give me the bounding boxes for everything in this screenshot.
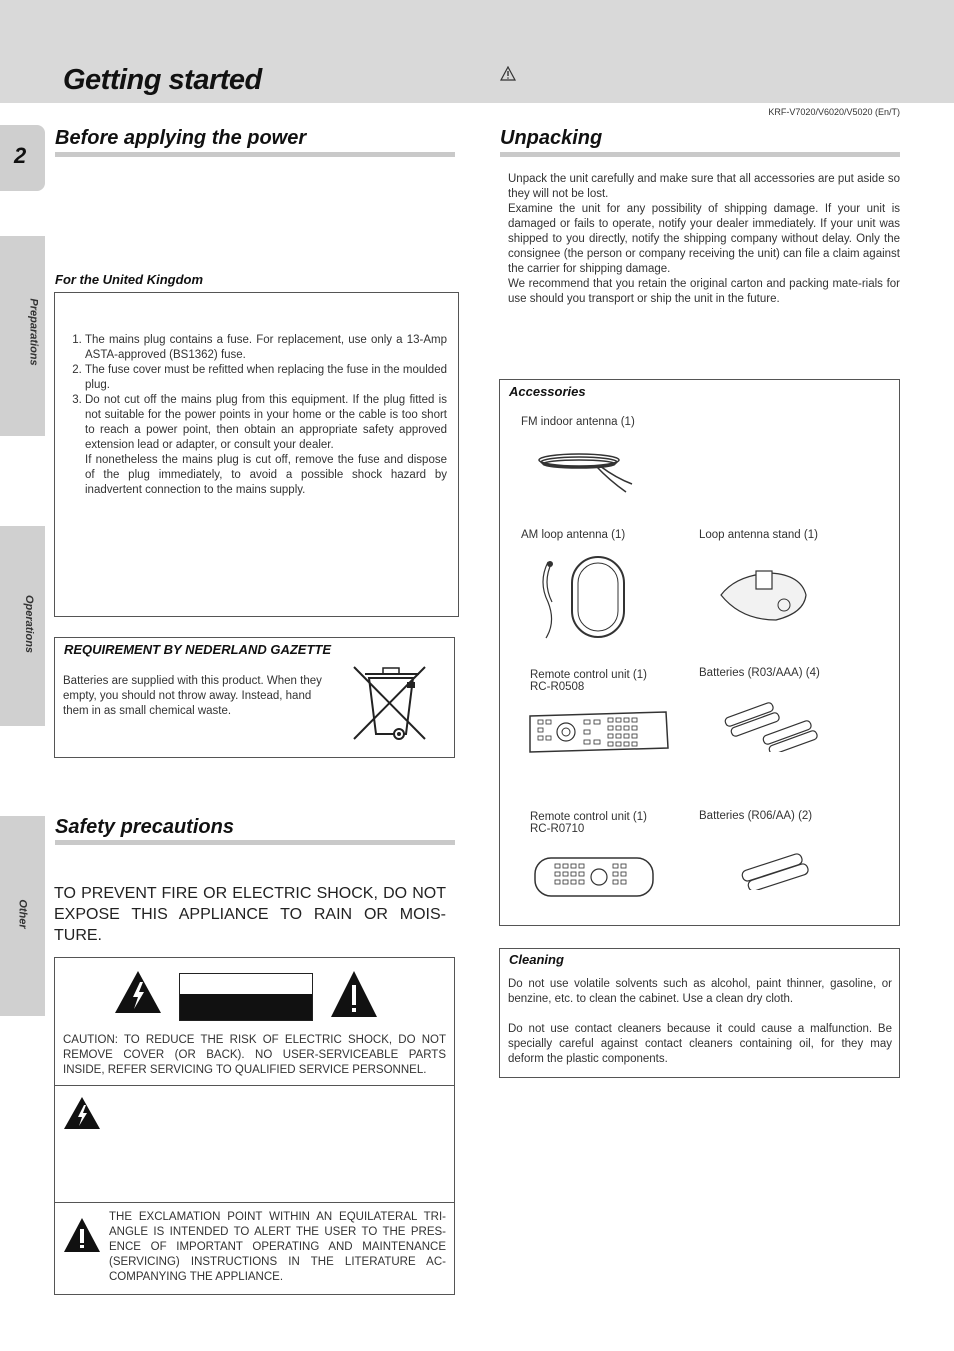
tab-operations[interactable] xyxy=(0,526,45,726)
unpacking-p1: Unpack the unit carefully and make sure that all accessories are put aside so they will not be lost. xyxy=(508,173,900,200)
cleaning-p1: Do not use volatile solvents such as alcohol, paint thinner, gasoline, or benzine, etc. to clean the cabinet. Use a clean dry cloth. xyxy=(508,978,892,1005)
unpacking-p2: Examine the unit for any possibility of shipping damage. If your unit is damaged or fails to operate, notify your dealer immediately. If your unit was shipped to you directly, notify the shipping company without delay. Only the consignee (the person or company receiving the unit) can file a claim against the carrier for shipping damage. xyxy=(508,203,900,275)
unpacking-text xyxy=(508,172,900,307)
accessories-heading: Accessories xyxy=(509,384,586,399)
page-title: Getting started xyxy=(63,64,262,96)
accessories-box xyxy=(499,379,900,926)
tab-preparations[interactable] xyxy=(0,236,45,436)
batt-aaa-label: Batteries (R03/AAA) (4) xyxy=(699,667,820,679)
caution-label-box xyxy=(179,973,313,1021)
fm-antenna-label: FM indoor antenna (1) xyxy=(521,416,635,428)
remote1-label xyxy=(530,669,647,693)
tab-other-label: Other xyxy=(16,899,29,929)
nl-heading: REQUIREMENT BY NEDERLAND GAZETTE xyxy=(64,642,331,657)
unpacking-heading: Unpacking xyxy=(500,127,603,149)
exclamation-triangle-icon xyxy=(330,970,378,1023)
heading-rule xyxy=(55,840,455,845)
uk-list xyxy=(63,333,447,498)
safety-heading: Safety precautions xyxy=(55,816,234,838)
lightning-small-icon xyxy=(63,1096,101,1135)
warning-triangle-icon xyxy=(500,66,516,86)
caution-text: CAUTION: TO REDUCE THE RISK OF ELECTRIC SHOCK, DO NOT REMOVE COVER (OR BACK). NO USER-SERVICEABLE PARTS INSIDE, REFER SERVICING TO QUALIFIED SERVICE PERSONNEL. xyxy=(63,1034,446,1076)
remote1-label-text: Remote control unit (1) xyxy=(530,669,647,681)
aaa-batteries-image xyxy=(722,700,834,757)
tab-other[interactable] xyxy=(0,816,45,1016)
exclamation-text: THE EXCLAMATION POINT WITHIN AN EQUILATERAL TRI-ANGLE IS INTENDED TO ALERT THE USER TO THE PRES-ENCE OF IMPORTANT OPERATING AND MAINTENANCE (SERVICING) INSTRUCTIONS IN THE LITERATURE AC-COMPANYING THE APPLIANCE. xyxy=(109,1211,446,1283)
caution-box xyxy=(54,957,455,1295)
uk-box xyxy=(54,292,459,617)
stand-label: Loop antenna stand (1) xyxy=(699,529,818,541)
antenna-stand-image xyxy=(716,565,811,630)
uk-item-extra: If nonetheless the mains plug is cut off, remove the fuse and dispose of the plug immediately, to avoid a possible shock hazard by inadvertent connection to the mains supply. xyxy=(85,454,447,496)
am-loop-antenna-image xyxy=(534,552,634,647)
page-number-tab xyxy=(0,125,45,191)
remote-rc-r0508-image xyxy=(528,710,670,759)
remote2-model: RC-R0710 xyxy=(530,823,585,835)
divider xyxy=(55,1085,454,1086)
unpacking-p3: We recommend that you retain the original carton and packing mate-rials for use should you transport or ship the unit in the future. xyxy=(508,278,900,305)
safety-warning: TO PREVENT FIRE OR ELECTRIC SHOCK, DO NOT EXPOSE THIS APPLIANCE TO RAIN OR MOIS-TURE. xyxy=(54,885,446,944)
uk-item-text: Do not cut off the mains plug from this equipment. If the plug fitted is not suitable for the power points in your home or the cable is too short to reach a power point, then obtain an appropriate safety approved extension lead or adapter, or consult your dealer. xyxy=(85,394,447,451)
before-power-heading: Before applying the power xyxy=(55,127,307,149)
cleaning-box xyxy=(499,948,900,1078)
uk-item: 1. The mains plug contains a fuse. For replacement, use only a 13-Amp ASTA-approved (BS1362) fuse. xyxy=(85,333,447,363)
cleaning-heading: Cleaning xyxy=(509,952,564,967)
lightning-triangle-icon xyxy=(114,970,162,1019)
remote2-label-text: Remote control unit (1) xyxy=(530,811,647,823)
heading-rule xyxy=(55,152,455,157)
uk-heading: For the United Kingdom xyxy=(55,272,204,287)
divider xyxy=(55,1202,454,1203)
page-number: 2 xyxy=(14,143,27,168)
uk-item xyxy=(85,393,447,498)
uk-item: 2. The fuse cover must be refitted when replacing the fuse in the moulded plug. xyxy=(85,363,447,393)
tab-preparations-label: Preparations xyxy=(27,298,40,366)
nl-box xyxy=(54,637,455,758)
am-antenna-label: AM loop antenna (1) xyxy=(521,529,626,541)
fm-antenna-image xyxy=(534,442,639,507)
aa-batteries-image xyxy=(737,850,817,895)
remote1-model: RC-R0508 xyxy=(530,681,585,693)
remote2-label xyxy=(530,811,647,835)
remote-rc-r0710-image xyxy=(533,854,655,905)
tab-operations-label: Operations xyxy=(23,594,36,654)
model-number: KRF-V7020/V6020/V5020 (En/T) xyxy=(768,107,900,117)
nl-text: Batteries are supplied with this product. When they empty, you should not throw away. Instead, hand them in as small chemical waste. xyxy=(63,675,322,717)
cleaning-p2: Do not use contact cleaners because it could cause a malfunction. Be specially careful against contact cleaners containing oil, for they may deform the plastic components. xyxy=(508,1023,892,1065)
heading-rule xyxy=(500,152,900,157)
crossed-bin-icon xyxy=(351,662,431,749)
exclamation-small-icon xyxy=(63,1217,101,1258)
batt-aa-label: Batteries (R06/AA) (2) xyxy=(699,810,813,822)
